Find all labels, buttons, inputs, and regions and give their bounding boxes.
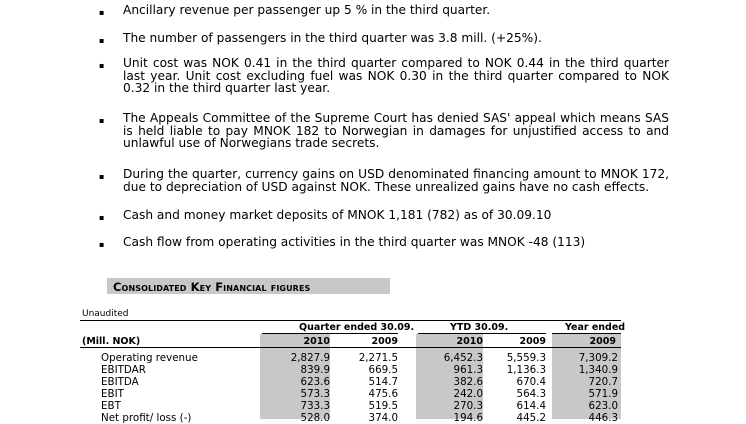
table-cell: 374.0 bbox=[368, 412, 398, 424]
table-cell: 670.4 bbox=[516, 376, 546, 388]
table-cell: 1,136.3 bbox=[506, 364, 546, 376]
table-cell: 528.0 bbox=[300, 412, 330, 424]
column-header: 2009 bbox=[519, 336, 546, 347]
table-cell: 2,827.9 bbox=[290, 352, 330, 364]
row-label: EBITDAR bbox=[101, 364, 146, 376]
table-cell: 514.7 bbox=[368, 376, 398, 388]
bullet-text: Cash and money market deposits of MNOK 1,181 (782) as of 30.09.10 bbox=[123, 208, 552, 222]
column-header: 2010 bbox=[303, 336, 330, 347]
bullet-marker: ▪ bbox=[99, 8, 105, 17]
table-cell: 614.4 bbox=[516, 400, 546, 412]
table-cell: 445.2 bbox=[516, 412, 546, 424]
bullet-text: The Appeals Committee of the Supreme Court has denied SAS' appeal which means SAS is held liable to pay MNOK 182 to Norwegian in damages for unjustified access to and unlawful use of Norwegians trade secrets. bbox=[123, 111, 669, 150]
table-cell: 573.3 bbox=[300, 388, 330, 400]
bullet-text: The number of passengers in the third quarter was 3.8 mill. (+25%). bbox=[123, 31, 542, 45]
table-cell: 475.6 bbox=[368, 388, 398, 400]
bullet-text: Unit cost was NOK 0.41 in the third quarter compared to NOK 0.44 in the third quarter last year. Unit cost excluding fuel was NOK 0.30 in the third quarter compared to NOK 0.32 in the third quarter last year. bbox=[123, 56, 669, 95]
table-cell: 733.3 bbox=[300, 400, 330, 412]
header-quarter-ended: Quarter ended 30.09. bbox=[299, 322, 415, 333]
header-underline-year bbox=[552, 333, 621, 334]
header-underline-ytd bbox=[418, 333, 546, 334]
section-title: Consolidated Key Financial figures bbox=[113, 280, 311, 294]
table-cell: 7,309.2 bbox=[578, 352, 618, 364]
table-cell: 839.9 bbox=[300, 364, 330, 376]
header-year-ended: Year ended bbox=[565, 322, 626, 333]
table-cell: 242.0 bbox=[453, 388, 483, 400]
column-header: 2010 bbox=[456, 336, 483, 347]
row-label: Net profit/ loss (-) bbox=[101, 412, 192, 424]
table-cell: 270.3 bbox=[453, 400, 483, 412]
bullet-text: Ancillary revenue per passenger up 5 % in the third quarter. bbox=[123, 3, 491, 17]
bullet-marker: ▪ bbox=[99, 172, 105, 181]
row-label: Operating revenue bbox=[101, 352, 198, 364]
table-cell: 5,559.3 bbox=[506, 352, 546, 364]
bullet-marker: ▪ bbox=[99, 116, 105, 125]
table-cell: 571.9 bbox=[588, 388, 618, 400]
unit-label: (Mill. NOK) bbox=[82, 336, 141, 347]
row-label: EBITDA bbox=[101, 376, 139, 388]
table-cell: 194.6 bbox=[453, 412, 483, 424]
section-title-bar bbox=[107, 278, 390, 294]
table-cell: 6,452.3 bbox=[443, 352, 483, 364]
table-cell: 382.6 bbox=[453, 376, 483, 388]
bullet-text: Cash flow from operating activities in the third quarter was MNOK -48 (113) bbox=[123, 235, 586, 249]
row-label: EBIT bbox=[101, 388, 124, 400]
table-cell: 623.0 bbox=[588, 400, 618, 412]
table-cell: 1,340.9 bbox=[578, 364, 618, 376]
table-cell: 623.6 bbox=[300, 376, 330, 388]
row-label: EBT bbox=[101, 400, 121, 412]
table-cell: 961.3 bbox=[453, 364, 483, 376]
table-cell: 669.5 bbox=[368, 364, 398, 376]
bullet-text: During the quarter, currency gains on USD denominated financing amount to MNOK 172, due to depreciation of USD against NOK. These unrealized gains have no cash effects. bbox=[123, 167, 669, 194]
unaudited-label: Unaudited bbox=[82, 309, 129, 319]
table-top-rule bbox=[80, 320, 621, 321]
bullet-marker: ▪ bbox=[99, 213, 105, 222]
table-cell: 564.3 bbox=[516, 388, 546, 400]
bullet-marker: ▪ bbox=[99, 240, 105, 249]
table-cell: 2,271.5 bbox=[358, 352, 398, 364]
table-cell: 720.7 bbox=[588, 376, 618, 388]
header-bottom-rule bbox=[80, 347, 621, 348]
bullet-marker: ▪ bbox=[99, 36, 105, 45]
table-cell: 446.3 bbox=[588, 412, 618, 424]
bullet-marker: ▪ bbox=[99, 61, 105, 70]
table-cell: 519.5 bbox=[368, 400, 398, 412]
column-header: 2009 bbox=[371, 336, 398, 347]
header-ytd: YTD 30.09. bbox=[450, 322, 509, 333]
column-header: 2009 bbox=[589, 336, 616, 347]
header-underline-quarter bbox=[262, 333, 398, 334]
